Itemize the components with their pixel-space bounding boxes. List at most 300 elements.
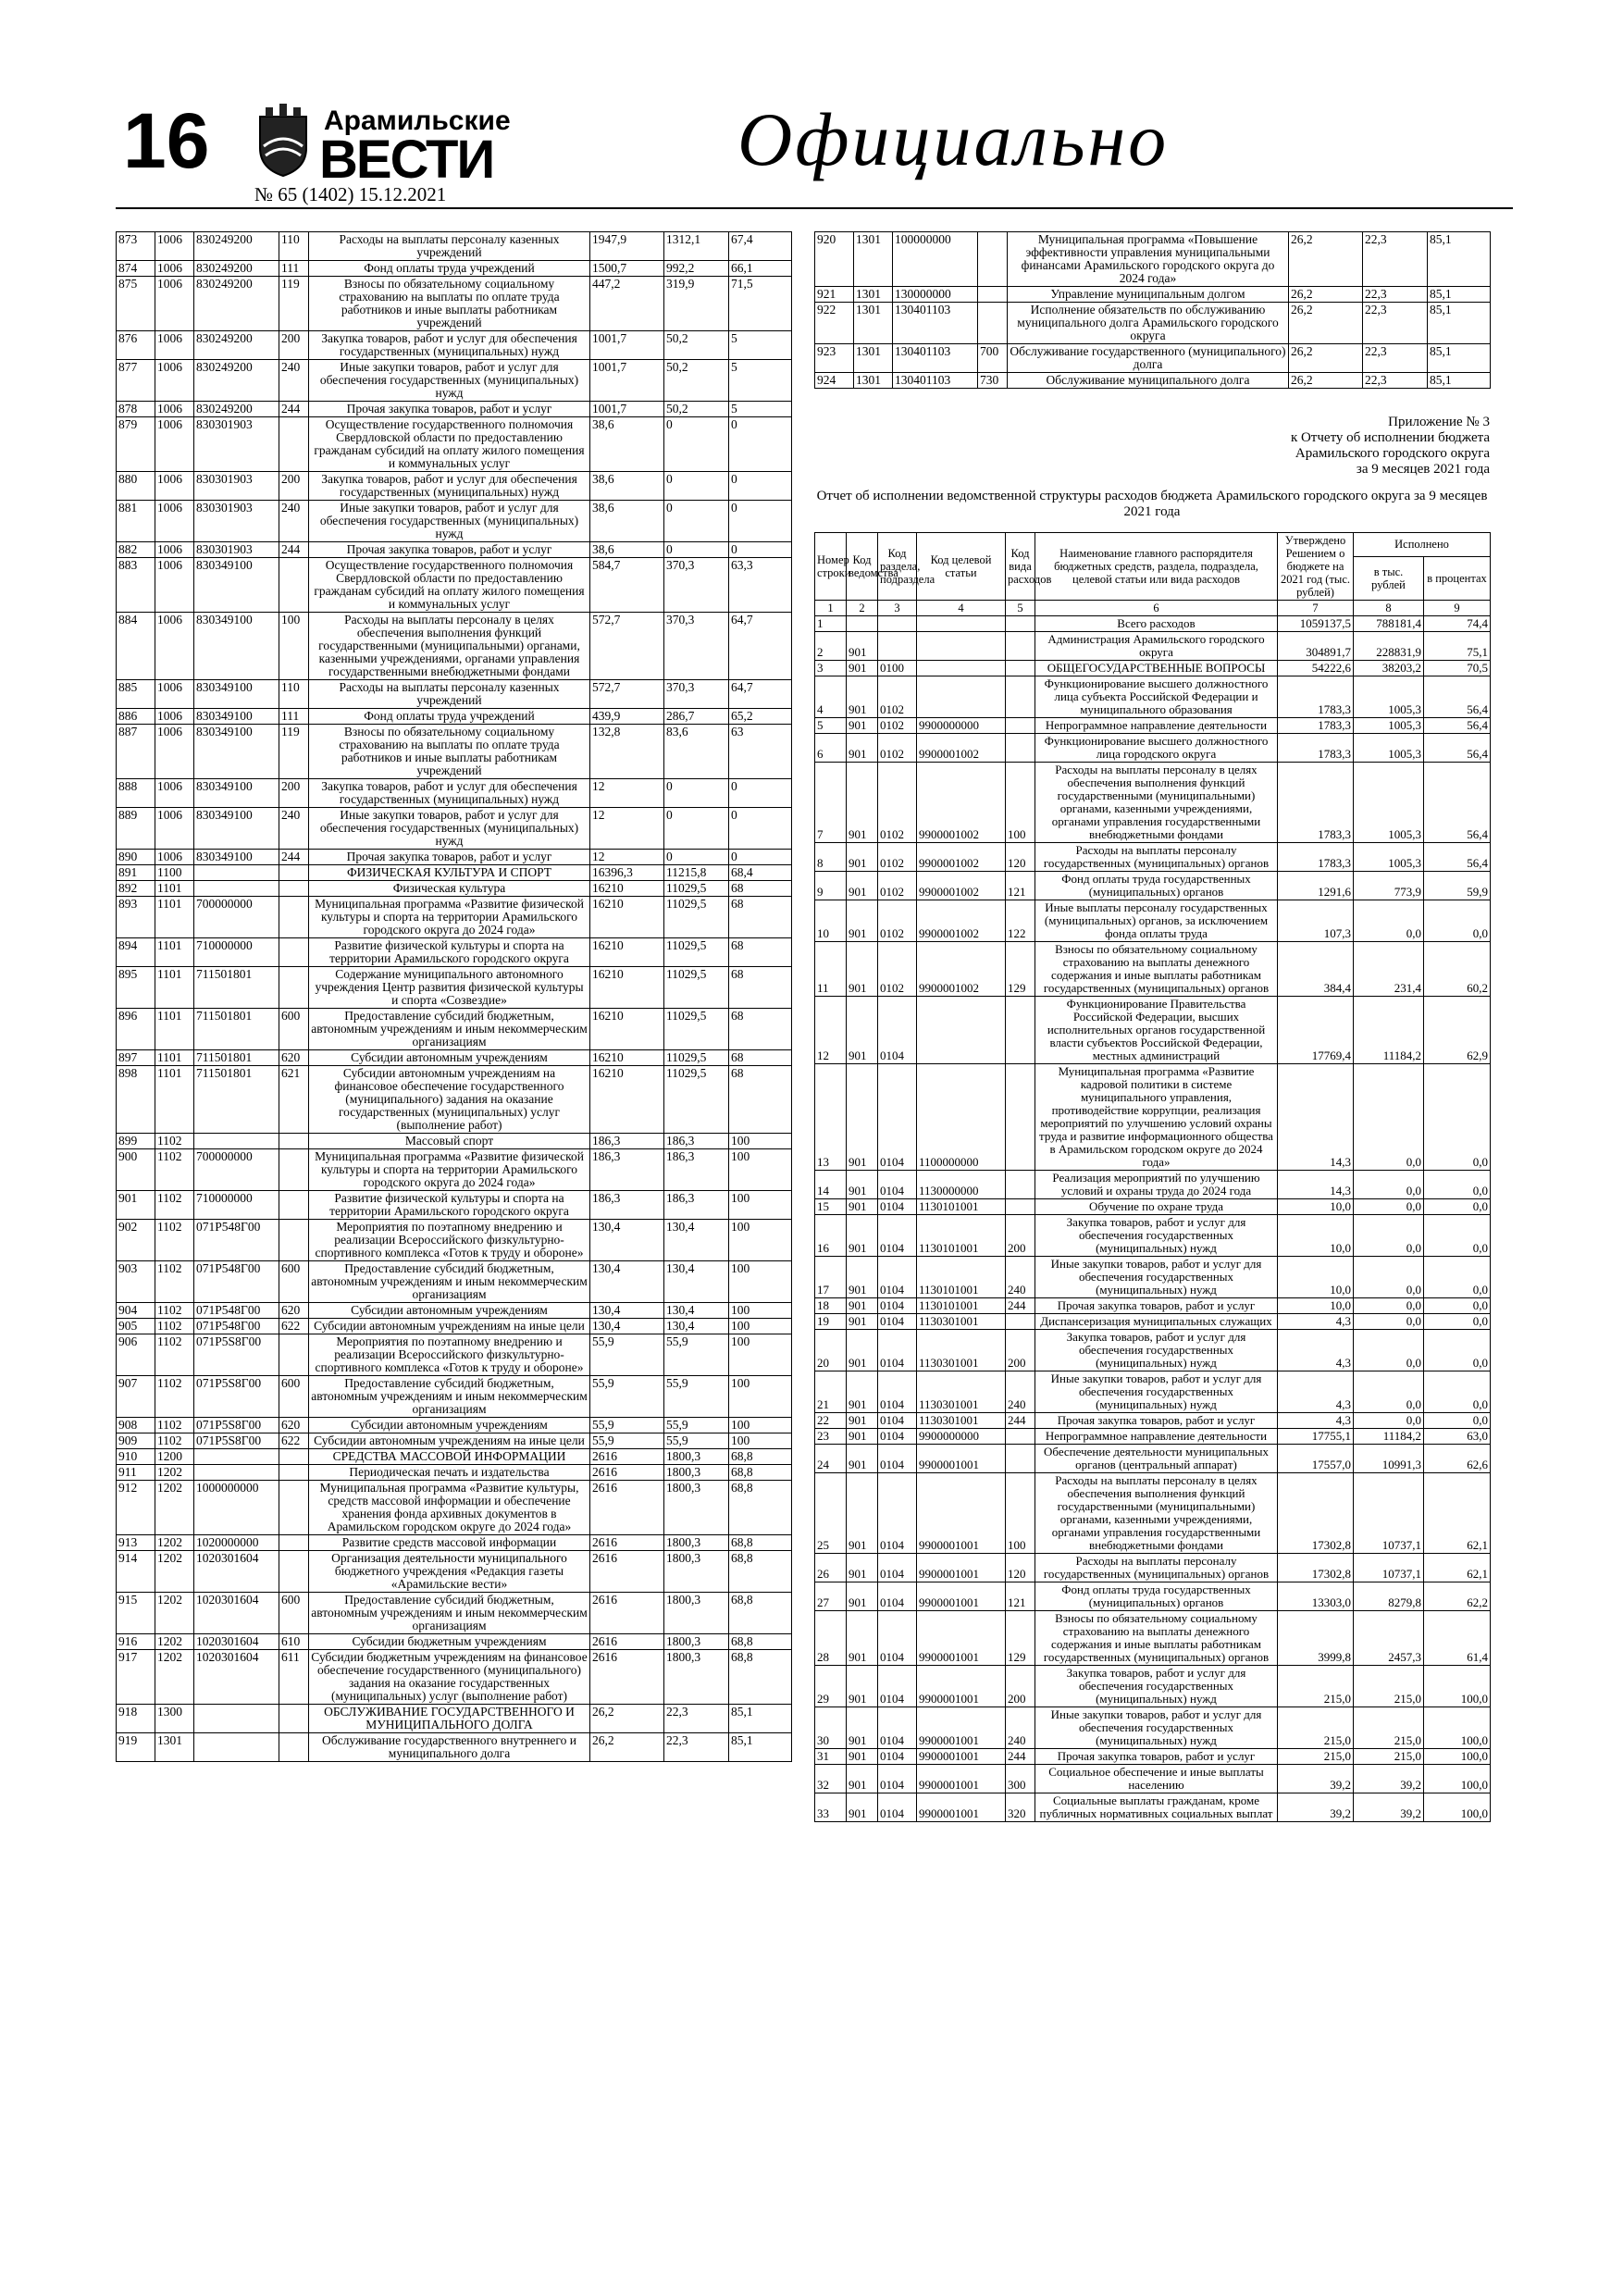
row-name-cell: Предоставление субсидий бюджетным, автономным учреждениям и иным некоммерческим организациям <box>309 1009 590 1050</box>
table-cell: 22,3 <box>1363 303 1428 344</box>
row-name-cell: ОБЩЕГОСУДАРСТВЕННЫЕ ВОПРОСЫ <box>1035 661 1278 676</box>
table-cell: 1800,3 <box>664 1465 729 1481</box>
row-name-cell: Закупка товаров, работ и услуг для обеспечения государственных (муниципальных) нужд <box>309 331 590 360</box>
table-cell: 911 <box>117 1465 155 1481</box>
table-cell: 071Р5S8Г00 <box>194 1376 279 1418</box>
table-cell: 0104 <box>878 1582 917 1611</box>
table-cell: 10,0 <box>1278 1199 1354 1215</box>
table-row <box>815 718 1491 734</box>
row-name-cell: Социальное обеспечение и иные выплаты населению <box>1035 1765 1278 1793</box>
col-header-thousand-rubles: в тыс. рублей <box>1354 556 1424 600</box>
table-cell: 893 <box>117 897 155 938</box>
col-number: 2 <box>847 601 878 616</box>
logo-top-text: Арамильские <box>324 105 511 136</box>
appendix-line: Приложение № 3 <box>1388 415 1490 429</box>
table-cell: 120 <box>1006 843 1035 872</box>
table-row <box>117 360 792 402</box>
table-cell: 16210 <box>590 967 664 1009</box>
table-cell: 304891,7 <box>1278 632 1354 661</box>
table-cell: 55,9 <box>590 1376 664 1418</box>
table-cell: 38,6 <box>590 542 664 558</box>
table-cell <box>1006 734 1035 763</box>
table-cell: 10,0 <box>1278 1298 1354 1314</box>
table-cell: 130,4 <box>590 1261 664 1303</box>
table-cell: 130401103 <box>893 303 978 344</box>
table-cell: 1101 <box>155 938 194 967</box>
table-cell: 22,3 <box>1363 232 1428 287</box>
table-cell: 1102 <box>155 1191 194 1220</box>
table-cell: 0,0 <box>1354 1199 1424 1215</box>
table-cell: 901 <box>847 1064 878 1171</box>
table-cell: 905 <box>117 1319 155 1334</box>
table-cell: 22,3 <box>664 1705 729 1733</box>
table-cell: 100 <box>1006 1473 1035 1554</box>
table-cell: 62,1 <box>1424 1473 1491 1554</box>
table-cell: 5 <box>729 402 792 417</box>
table-cell: 68 <box>729 1009 792 1050</box>
table-cell: 240 <box>1006 1707 1035 1749</box>
table-cell: 370,3 <box>664 613 729 680</box>
table-cell: 1102 <box>155 1433 194 1449</box>
table-cell <box>1006 1171 1035 1199</box>
table-row <box>815 1611 1491 1666</box>
table-cell: 1102 <box>155 1319 194 1334</box>
table-row <box>815 661 1491 676</box>
table-cell: 4,3 <box>1278 1330 1354 1371</box>
table-cell: 1006 <box>155 360 194 402</box>
table-row <box>815 942 1491 997</box>
coat-of-arms-icon <box>254 104 312 178</box>
table-cell: 0 <box>664 808 729 850</box>
table-cell: 830349100 <box>194 558 279 613</box>
table-cell: 61,4 <box>1424 1611 1491 1666</box>
table-cell: 710000000 <box>194 1191 279 1220</box>
table-cell: 5 <box>729 331 792 360</box>
table-row <box>815 1429 1491 1445</box>
table-cell: 64,7 <box>729 613 792 680</box>
table-cell: 120 <box>1006 1554 1035 1582</box>
table-cell: 2616 <box>590 1634 664 1650</box>
table-cell: 9900001001 <box>917 1582 1006 1611</box>
table-cell: 2457,3 <box>1354 1611 1424 1666</box>
table-cell: 20 <box>815 1330 847 1371</box>
table-cell: 83,6 <box>664 725 729 779</box>
table-cell: 2616 <box>590 1593 664 1634</box>
table-cell: 10,0 <box>1278 1215 1354 1257</box>
table-cell <box>279 1149 309 1191</box>
table-cell: 130,4 <box>664 1319 729 1334</box>
table-cell: 26 <box>815 1554 847 1582</box>
row-name-cell: Содержание муниципального автономного учреждения Центр развития физической культуры и спорта «Созвездие» <box>309 967 590 1009</box>
table-cell: 122 <box>1006 900 1035 942</box>
table-cell: 901 <box>847 763 878 843</box>
table-cell: 0 <box>664 472 729 501</box>
row-name-cell: Прочая закупка товаров, работ и услуг <box>1035 1298 1278 1314</box>
table-cell: 186,3 <box>664 1134 729 1149</box>
table-cell: 100 <box>729 1418 792 1433</box>
table-row <box>815 1445 1491 1473</box>
table-cell: 901 <box>847 872 878 900</box>
row-name-cell: ФИЗИЧЕСКАЯ КУЛЬТУРА И СПОРТ <box>309 865 590 881</box>
col-number: 3 <box>878 601 917 616</box>
table-cell: 74,4 <box>1424 616 1491 632</box>
table-cell: 22 <box>815 1413 847 1429</box>
table-row <box>117 331 792 360</box>
table-row <box>815 373 1491 389</box>
table-cell: 884 <box>117 613 155 680</box>
table-cell: 892 <box>117 881 155 897</box>
row-name-cell: Управление муниципальным долгом <box>1008 287 1289 303</box>
table-cell <box>1006 1314 1035 1330</box>
table-row <box>117 1449 792 1465</box>
table-cell: 55,9 <box>590 1433 664 1449</box>
table-cell: 0104 <box>878 997 917 1064</box>
table-cell: 1102 <box>155 1149 194 1191</box>
table-cell: 16210 <box>590 938 664 967</box>
table-cell: 38,6 <box>590 472 664 501</box>
row-name-cell: Субсидии бюджетным учреждениям <box>309 1634 590 1650</box>
table-cell <box>978 232 1008 287</box>
table-row <box>117 850 792 865</box>
table-cell: 5 <box>815 718 847 734</box>
table-cell: 901 <box>847 1793 878 1822</box>
table-cell: 286,7 <box>664 709 729 725</box>
col-header-row-number: Номер строки <box>815 533 847 601</box>
table-cell: 0,0 <box>1354 1413 1424 1429</box>
row-name-cell: Закупка товаров, работ и услуг для обеспечения государственных (муниципальных) нужд <box>309 472 590 501</box>
table-cell: 100 <box>729 1433 792 1449</box>
table-cell: 1001,7 <box>590 331 664 360</box>
table-cell: 130,4 <box>590 1220 664 1261</box>
table-cell: 901 <box>847 734 878 763</box>
table-row <box>117 261 792 277</box>
table-cell: 901 <box>847 1749 878 1765</box>
table-cell: 901 <box>847 1314 878 1330</box>
table-cell: 0102 <box>878 763 917 843</box>
table-cell: 901 <box>847 1473 878 1554</box>
table-cell <box>279 881 309 897</box>
table-cell: 1005,3 <box>1354 763 1424 843</box>
table-cell: 1101 <box>155 897 194 938</box>
row-name-cell: Физическая культура <box>309 881 590 897</box>
table-cell: 22,3 <box>1363 287 1428 303</box>
row-name-cell: Мероприятия по поэтапному внедрению и реализации Всероссийского физкультурно-спортивного комплекса «Готов к труду и обороне» <box>309 1334 590 1376</box>
table-cell: 9900001002 <box>917 900 1006 942</box>
table-cell: 68 <box>729 881 792 897</box>
row-name-cell: Расходы на выплаты персоналу казенных учреждений <box>309 232 590 261</box>
table-cell: 9900000000 <box>917 718 1006 734</box>
table-cell: 1006 <box>155 725 194 779</box>
row-name-cell: Администрация Арамильского городского округа <box>1035 632 1278 661</box>
table-cell: 0104 <box>878 1171 917 1199</box>
table-cell: 1102 <box>155 1418 194 1433</box>
table-cell: 620 <box>279 1050 309 1066</box>
table-cell: 68,8 <box>729 1535 792 1551</box>
table-cell: 1130301001 <box>917 1371 1006 1413</box>
table-cell <box>279 1705 309 1733</box>
row-name-cell: Взносы по обязательному социальному страхованию на выплаты по оплате труда работников и иные выплаты работникам учреждений <box>309 725 590 779</box>
table-cell: 830301903 <box>194 501 279 542</box>
table-row <box>815 287 1491 303</box>
table-cell: 63,0 <box>1424 1429 1491 1445</box>
row-name-cell: Фонд оплаты труда учреждений <box>309 709 590 725</box>
table-cell: 1301 <box>854 303 893 344</box>
row-name-cell: Муниципальная программа «Развитие физической культуры и спорта на территории Арамильского городского округа до 2024 года» <box>309 897 590 938</box>
masthead <box>116 93 1513 208</box>
table-cell: 874 <box>117 261 155 277</box>
table-cell: 68,8 <box>729 1449 792 1465</box>
table-cell <box>194 1449 279 1465</box>
table-cell: 0 <box>729 472 792 501</box>
table-row <box>815 1215 1491 1257</box>
row-name-cell: Диспансеризация муниципальных служащих <box>1035 1314 1278 1330</box>
table-cell: 1006 <box>155 808 194 850</box>
table-cell: 071Р5S8Г00 <box>194 1334 279 1376</box>
table-cell: 3 <box>815 661 847 676</box>
table-cell: 901 <box>847 1429 878 1445</box>
table-cell: 922 <box>815 303 854 344</box>
table-cell: 881 <box>117 501 155 542</box>
table-row <box>117 1481 792 1535</box>
table-cell <box>279 1551 309 1593</box>
table-cell: 186,3 <box>590 1149 664 1191</box>
report-title: Отчет об исполнении ведомственной структуры расходов бюджета Арамильского городского округа за 9 месяцев 2021 года <box>816 489 1488 519</box>
table-cell: 17557,0 <box>1278 1445 1354 1473</box>
table-cell: 923 <box>815 344 854 373</box>
table-cell: 447,2 <box>590 277 664 331</box>
table-row <box>117 725 792 779</box>
table-cell: 901 <box>847 900 878 942</box>
table-cell: 14 <box>815 1171 847 1199</box>
table-cell: 1301 <box>854 232 893 287</box>
table-cell: 68,8 <box>729 1551 792 1593</box>
table-cell: 27 <box>815 1582 847 1611</box>
table-row <box>815 1554 1491 1582</box>
row-name-cell: Закупка товаров, работ и услуг для обеспечения государственных (муниципальных) нужд <box>1035 1330 1278 1371</box>
table-row <box>117 1334 792 1376</box>
table-row <box>815 1707 1491 1749</box>
table-row <box>815 900 1491 942</box>
table-cell: 244 <box>1006 1749 1035 1765</box>
table-cell: 26,2 <box>1289 303 1363 344</box>
table-cell: 110 <box>279 680 309 709</box>
table-cell: 16210 <box>590 1050 664 1066</box>
table-row <box>815 734 1491 763</box>
table-cell: 0,0 <box>1354 1171 1424 1199</box>
table-cell: 16 <box>815 1215 847 1257</box>
table-cell <box>194 1134 279 1149</box>
table-cell: 130,4 <box>664 1220 729 1261</box>
table-cell: 100,0 <box>1424 1749 1491 1765</box>
table-row <box>117 1634 792 1650</box>
table-row <box>815 1749 1491 1765</box>
table-cell: 6 <box>815 734 847 763</box>
table-cell: 1947,9 <box>590 232 664 261</box>
row-name-cell: Обеспечение деятельности муниципальных органов (центральный аппарат) <box>1035 1445 1278 1473</box>
table-cell: 1301 <box>155 1733 194 1762</box>
table-cell: 33 <box>815 1793 847 1822</box>
header-rule <box>116 207 1513 209</box>
table-cell: 14,3 <box>1278 1064 1354 1171</box>
table-cell: 130,4 <box>664 1261 729 1303</box>
table-cell: 1200 <box>155 1449 194 1465</box>
table-cell: 370,3 <box>664 558 729 613</box>
table-cell: 100 <box>729 1220 792 1261</box>
table-cell: 68,8 <box>729 1465 792 1481</box>
table-cell: 56,4 <box>1424 763 1491 843</box>
table-cell: 600 <box>279 1261 309 1303</box>
page-number: 16 <box>123 97 210 184</box>
table-row <box>117 1149 792 1191</box>
table-row <box>815 1793 1491 1822</box>
table-cell: 1006 <box>155 558 194 613</box>
table-cell: 215,0 <box>1354 1707 1424 1749</box>
table-row <box>117 808 792 850</box>
table-cell: 830349100 <box>194 850 279 865</box>
table-cell <box>917 676 1006 718</box>
table-cell: 68 <box>729 897 792 938</box>
table-cell: 215,0 <box>1354 1666 1424 1707</box>
row-name-cell: Иные закупки товаров, работ и услуг для обеспечения государственных (муниципальных) нужд <box>309 808 590 850</box>
table-cell: 906 <box>117 1334 155 1376</box>
row-name-cell: Периодическая печать и издательства <box>309 1465 590 1481</box>
table-cell: 886 <box>117 709 155 725</box>
table-cell: 32 <box>815 1765 847 1793</box>
table-cell: 0104 <box>878 1429 917 1445</box>
table-cell: 0102 <box>878 872 917 900</box>
table-cell: 1006 <box>155 709 194 725</box>
table-cell: 0,0 <box>1354 1330 1424 1371</box>
table-cell: 38,6 <box>590 501 664 542</box>
table-cell: 55,9 <box>664 1433 729 1449</box>
row-name-cell: Осуществление государственного полномочия Свердловской области по предоставлению гражданам субсидий на оплату жилого помещения и коммунальных услуг <box>309 417 590 472</box>
row-name-cell: Иные выплаты персоналу государственных (муниципальных) органов, за исключением фонда оплаты труда <box>1035 900 1278 942</box>
row-name-cell: Расходы на выплаты персоналу в целях обеспечения выполнения функций государственными (муниципальными) органами, казенными учреждениями, органами управления государственными внебюджетными фондами <box>1035 763 1278 843</box>
table-cell: 8 <box>815 843 847 872</box>
table-cell: 31 <box>815 1749 847 1765</box>
table-cell: 10737,1 <box>1354 1554 1424 1582</box>
table-cell: 110 <box>279 232 309 261</box>
table-cell: 903 <box>117 1261 155 1303</box>
table-cell: 15 <box>815 1199 847 1215</box>
table-row <box>117 1066 792 1134</box>
logo-main-text: ВЕСТИ <box>319 130 494 190</box>
table-cell: 830349100 <box>194 725 279 779</box>
table-row <box>117 501 792 542</box>
table-cell: 897 <box>117 1050 155 1066</box>
table-cell: 26,2 <box>1289 373 1363 389</box>
table-cell: 29 <box>815 1666 847 1707</box>
table-cell <box>1006 997 1035 1064</box>
table-cell: 901 <box>847 1413 878 1429</box>
table-cell <box>279 865 309 881</box>
row-name-cell: Развитие физической культуры и спорта на территории Арамильского городского округа <box>309 938 590 967</box>
table-cell: 28 <box>815 1611 847 1666</box>
table-cell: 9900001001 <box>917 1473 1006 1554</box>
table-cell: 071Р548Г00 <box>194 1220 279 1261</box>
table-cell: 896 <box>117 1009 155 1050</box>
table-cell: 200 <box>1006 1666 1035 1707</box>
table-cell: 100 <box>729 1334 792 1376</box>
table-cell: 1783,3 <box>1278 676 1354 718</box>
table-cell: 2 <box>815 632 847 661</box>
table-cell: 830249200 <box>194 360 279 402</box>
table-cell: 186,3 <box>664 1191 729 1220</box>
table-cell: 439,9 <box>590 709 664 725</box>
table-cell <box>194 1733 279 1762</box>
table-cell: 200 <box>279 331 309 360</box>
table-cell: 62,2 <box>1424 1582 1491 1611</box>
table-row <box>117 881 792 897</box>
row-name-cell: Субсидии автономным учреждениям <box>309 1050 590 1066</box>
table-cell: 1800,3 <box>664 1449 729 1465</box>
row-name-cell: Прочая закупка товаров, работ и услуг <box>309 850 590 865</box>
row-name-cell: Субсидии автономным учреждениям на иные цели <box>309 1433 590 1449</box>
table-cell: 11029,5 <box>664 1009 729 1050</box>
table-cell: 100,0 <box>1424 1666 1491 1707</box>
table-cell: 1202 <box>155 1650 194 1705</box>
table-cell: 0,0 <box>1424 1330 1491 1371</box>
table-cell: 68,8 <box>729 1650 792 1705</box>
table-cell: 830301903 <box>194 417 279 472</box>
table-cell: 1500,7 <box>590 261 664 277</box>
row-name-cell: Закупка товаров, работ и услуг для обеспечения государственных (муниципальных) нужд <box>1035 1666 1278 1707</box>
table-cell: 071Р548Г00 <box>194 1303 279 1319</box>
table-cell: 1102 <box>155 1220 194 1261</box>
table-cell: 711501801 <box>194 1050 279 1066</box>
table-cell: 901 <box>847 676 878 718</box>
table-cell: 0104 <box>878 1765 917 1793</box>
table-cell: 111 <box>279 261 309 277</box>
table-cell: 18 <box>815 1298 847 1314</box>
table-row <box>117 1535 792 1551</box>
table-cell: 1202 <box>155 1551 194 1593</box>
table-cell: 100 <box>729 1319 792 1334</box>
table-cell: 71,5 <box>729 277 792 331</box>
table-cell: 3999,8 <box>1278 1611 1354 1666</box>
table-cell: 901 <box>847 661 878 676</box>
table-cell: 0,0 <box>1354 1314 1424 1330</box>
table-cell: 830249200 <box>194 331 279 360</box>
table-cell: 1202 <box>155 1481 194 1535</box>
table-cell: 30 <box>815 1707 847 1749</box>
table-cell <box>279 1449 309 1465</box>
table-cell: 4 <box>815 676 847 718</box>
table-cell: 1301 <box>854 373 893 389</box>
table-cell: 1130301001 <box>917 1314 1006 1330</box>
table-cell: 901 <box>847 1330 878 1371</box>
table-cell: 901 <box>847 1371 878 1413</box>
table-cell: 1101 <box>155 1009 194 1050</box>
table-cell: 1006 <box>155 402 194 417</box>
table-cell: 9900001001 <box>917 1666 1006 1707</box>
top-right-budget-table <box>814 231 1491 389</box>
table-cell: 9900001001 <box>917 1707 1006 1749</box>
table-row <box>117 1220 792 1261</box>
table-cell: 1006 <box>155 779 194 808</box>
table-cell: 50,2 <box>664 360 729 402</box>
table-cell: 121 <box>1006 872 1035 900</box>
table-cell: 710000000 <box>194 938 279 967</box>
table-cell: 0,0 <box>1424 1199 1491 1215</box>
table-cell: 901 <box>847 942 878 997</box>
table-cell: 68,8 <box>729 1481 792 1535</box>
table-cell: 10 <box>815 900 847 942</box>
table-cell: 0102 <box>878 734 917 763</box>
table-cell: 0 <box>664 417 729 472</box>
table-cell: 572,7 <box>590 613 664 680</box>
table-cell: 0 <box>729 779 792 808</box>
